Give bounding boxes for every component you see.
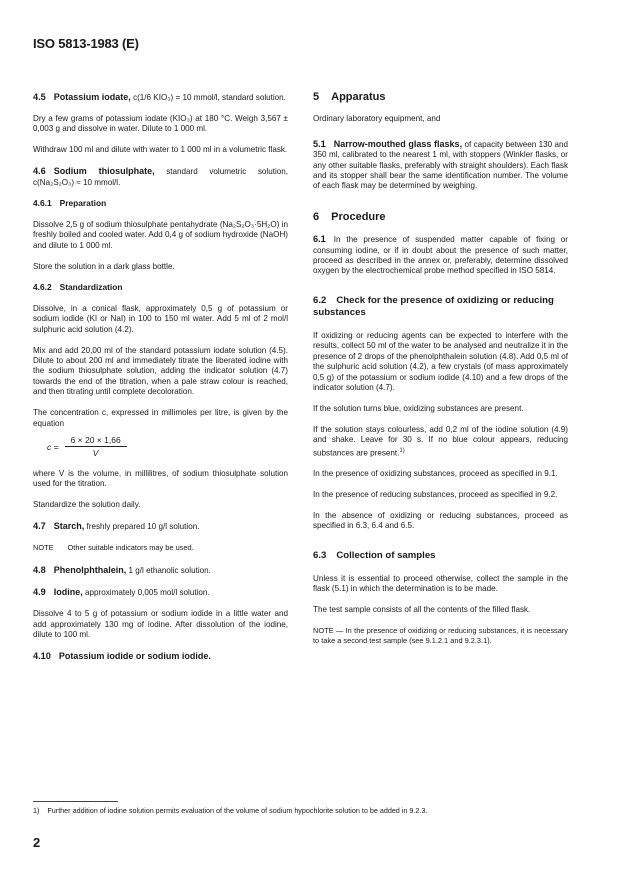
footnote-label: 1): [33, 806, 40, 815]
note-text: Other suitable indicators may be used.: [67, 542, 194, 552]
note: [33, 543, 288, 553]
footnote-divider: [33, 801, 118, 802]
section-number: 6.3: [313, 549, 327, 561]
section-title: Collection of samples: [336, 549, 436, 561]
section-title: Phenolphthalein,: [53, 565, 127, 576]
section-text: 1 g/l ethanolic solution.: [128, 566, 211, 576]
section-title: Iodine,: [53, 587, 83, 598]
section-number: 6.2: [313, 294, 327, 306]
right-column: [313, 92, 568, 657]
paragraph: Mix and add 20,00 ml of the standard potassium iodate solution (4.5). Dilute to about 200 ml and immediately titrate the liberated iodine with the sodium thiosulphate solution, adding the indicator solution (4.7) towards the end of the titration, when a pale straw colour is reached, and then titrating until complete decoloration.: [33, 345, 288, 397]
section-title: Potassium iodate,: [53, 92, 131, 102]
section-number: 5: [313, 91, 320, 103]
paragraph: Ordinary laboratory equipment, and: [313, 114, 441, 124]
section-title: Preparation: [59, 198, 107, 209]
section-4-5: [33, 92, 288, 103]
section-title: Check for the presence of oxidizing or reducing substances: [313, 294, 554, 318]
note: NOTE — In the presence of oxidizing or reducing substances, it is necessary to take a second test sample (see 9.1.2.1 and 9.2.3.1).: [313, 625, 568, 645]
section-number: 4.7: [33, 520, 46, 531]
section-6-heading: [313, 212, 568, 222]
section-4-10: [33, 651, 288, 662]
paragraph: In the absence of oxidizing or reducing substances, proceed as specified in 6.3, 6.4 and 6.5.: [313, 510, 568, 531]
section-title: Narrow-mouthed glass flasks,: [333, 138, 463, 149]
footnote-reference: 1): [399, 447, 405, 454]
subsection-4-6-2-heading: [33, 282, 288, 292]
section-4-7: [33, 521, 288, 532]
section-6-3-heading: [313, 550, 568, 562]
section-title: Standardization: [59, 282, 123, 293]
paragraph: Unless it is essential to proceed otherwise, collect the sample in the flask (5.1) in which the determination is to be made.: [313, 573, 568, 594]
paragraph: Dissolve 4 to 5 g of potassium or sodium iodide in a little water and add approximately 130 mg of iodine. After dissolution of the iodine, dilute to 100 ml.: [33, 609, 288, 639]
document-header: ISO 5813-1983 (E): [33, 36, 139, 51]
section-number: 4.9: [33, 587, 46, 598]
section-4-9: [33, 587, 288, 598]
equation-denominator: V: [92, 448, 99, 459]
section-number: 6: [313, 210, 320, 223]
section-text: of capacity between 130 and 350 ml, calibrated to the nearest 1 ml, with stoppers (Winkler flasks, or any other suitable flasks, preferably with straight shoulders). Each flask and its stopper shall bear the same identification number. The volume of each flask may be determined by weighing.: [313, 139, 568, 191]
paragraph: The concentration c, expressed in millimoles per litre, is given by the equation: [33, 408, 288, 428]
section-number: 4.6: [33, 166, 46, 177]
equation-fraction: [65, 435, 127, 459]
section-number: 4.6.2: [33, 282, 52, 293]
paragraph: The test sample consists of all the contents of the filled flask.: [313, 605, 531, 615]
section-5-heading: [313, 92, 568, 102]
paragraph: where V is the volume, in millilitres, of sodium thiosulphate solution used for the titration.: [33, 468, 288, 489]
note-label: NOTE: [33, 542, 54, 552]
equation-numerator: 6 × 20 × 1,66: [65, 435, 127, 447]
footnote: [33, 806, 427, 815]
section-title: Potassium iodide or sodium iodide.: [58, 650, 211, 661]
section-text: approximately 0,005 mol/l solution.: [85, 588, 210, 598]
section-4-6: [33, 166, 288, 188]
footnote-text: Further addition of iodine solution permits evaluation of the volume of sodium hypochlorite solution to be added in 9.2.3.: [47, 806, 428, 815]
paragraph-text: If the solution stays colourless, add 0,2 ml of the iodine solution (4.9) and shake. Leave for 30 s. If no blue colour appears, reducing substances are present.: [313, 424, 568, 458]
paragraph: [313, 425, 568, 459]
paragraph: Dissolve 2,5 g of sodium thiosulphate pentahydrate (Na₂S₂O₃·5H₂O) in freshly boiled and cooled water. Add 0,4 g of sodium hydroxide (NaOH) and dilute to 1 000 ml.: [33, 219, 288, 250]
paragraph: If oxidizing or reducing agents can be expected to interfere with the results, collect 50 ml of the water to be analysed and neutralize it in the presence of 2 drops of the phenolphthalein solution (4.8). Add 0,5 ml of the sulphuric acid solution (4.2), a few crystals (of mass approximately 0,5 g) of the potassium or sodium iodide (4.10) and a few drops of the indicator solution (4.7).: [313, 330, 568, 392]
subsection-4-6-1-heading: [33, 198, 288, 208]
section-text: In the presence of suspended matter capable of fixing or consuming iodine, or if in doubt about the presence of such matter, proceed as described in the annex or, preferably, determine dissolved oxygen by the electrochemical probe method specified in ISO 5814.: [313, 235, 568, 276]
section-title: Apparatus: [331, 91, 386, 103]
paragraph: Store the solution in a dark glass bottle.: [33, 261, 175, 271]
section-number: 4.5: [33, 92, 46, 102]
section-title: Starch,: [53, 520, 85, 531]
section-number: 5.1: [313, 138, 326, 149]
section-6-1: [313, 234, 568, 277]
section-text: freshly prepared 10 g/l solution.: [86, 521, 200, 531]
page-number: 2: [33, 835, 41, 850]
section-6-2-heading: [313, 295, 568, 319]
section-text: c(1/6 KIO₃) = 10 mmol/l, standard solution.: [133, 93, 286, 102]
equation: [47, 435, 288, 459]
paragraph: Dissolve, in a conical flask, approximately 0,5 g of potassium or sodium iodide (KI or NaI) in 100 to 150 ml water. Add 5 ml of 2 mol/l sulphuric acid solution (4.2).: [33, 303, 288, 334]
paragraph: Standardize the solution daily.: [33, 500, 141, 510]
equation-lhs: c =: [47, 441, 59, 452]
section-title: Procedure: [331, 210, 386, 223]
paragraph: If the solution turns blue, oxidizing substances are present.: [313, 403, 524, 413]
section-5-1: [313, 139, 568, 192]
paragraph: In the presence of oxidizing substances, proceed as specified in 9.1.: [313, 469, 558, 479]
section-number: 4.6.1: [33, 198, 52, 209]
section-text: standard volumetric solution, c(Na₂S₂O₃) ≈ 10 mmol/l.: [33, 167, 288, 187]
paragraph: Dry a few grams of potassium iodate (KIO₃) at 180 °C. Weigh 3,567 ± 0,003 g and dissolve in water. Dilute to 1 000 ml.: [33, 113, 288, 134]
section-number: 4.10: [33, 650, 51, 661]
section-4-8: [33, 565, 288, 576]
section-title: Sodium thiosulphate,: [53, 166, 155, 177]
section-number: 6.1: [313, 234, 326, 245]
section-number: 4.8: [33, 565, 46, 576]
paragraph: Withdraw 100 ml and dilute with water to 1 000 ml in a volumetric flask.: [33, 145, 288, 155]
paragraph: In the presence of reducing substances, proceed as specified in 9.2.: [313, 490, 558, 500]
left-column: [33, 92, 288, 673]
